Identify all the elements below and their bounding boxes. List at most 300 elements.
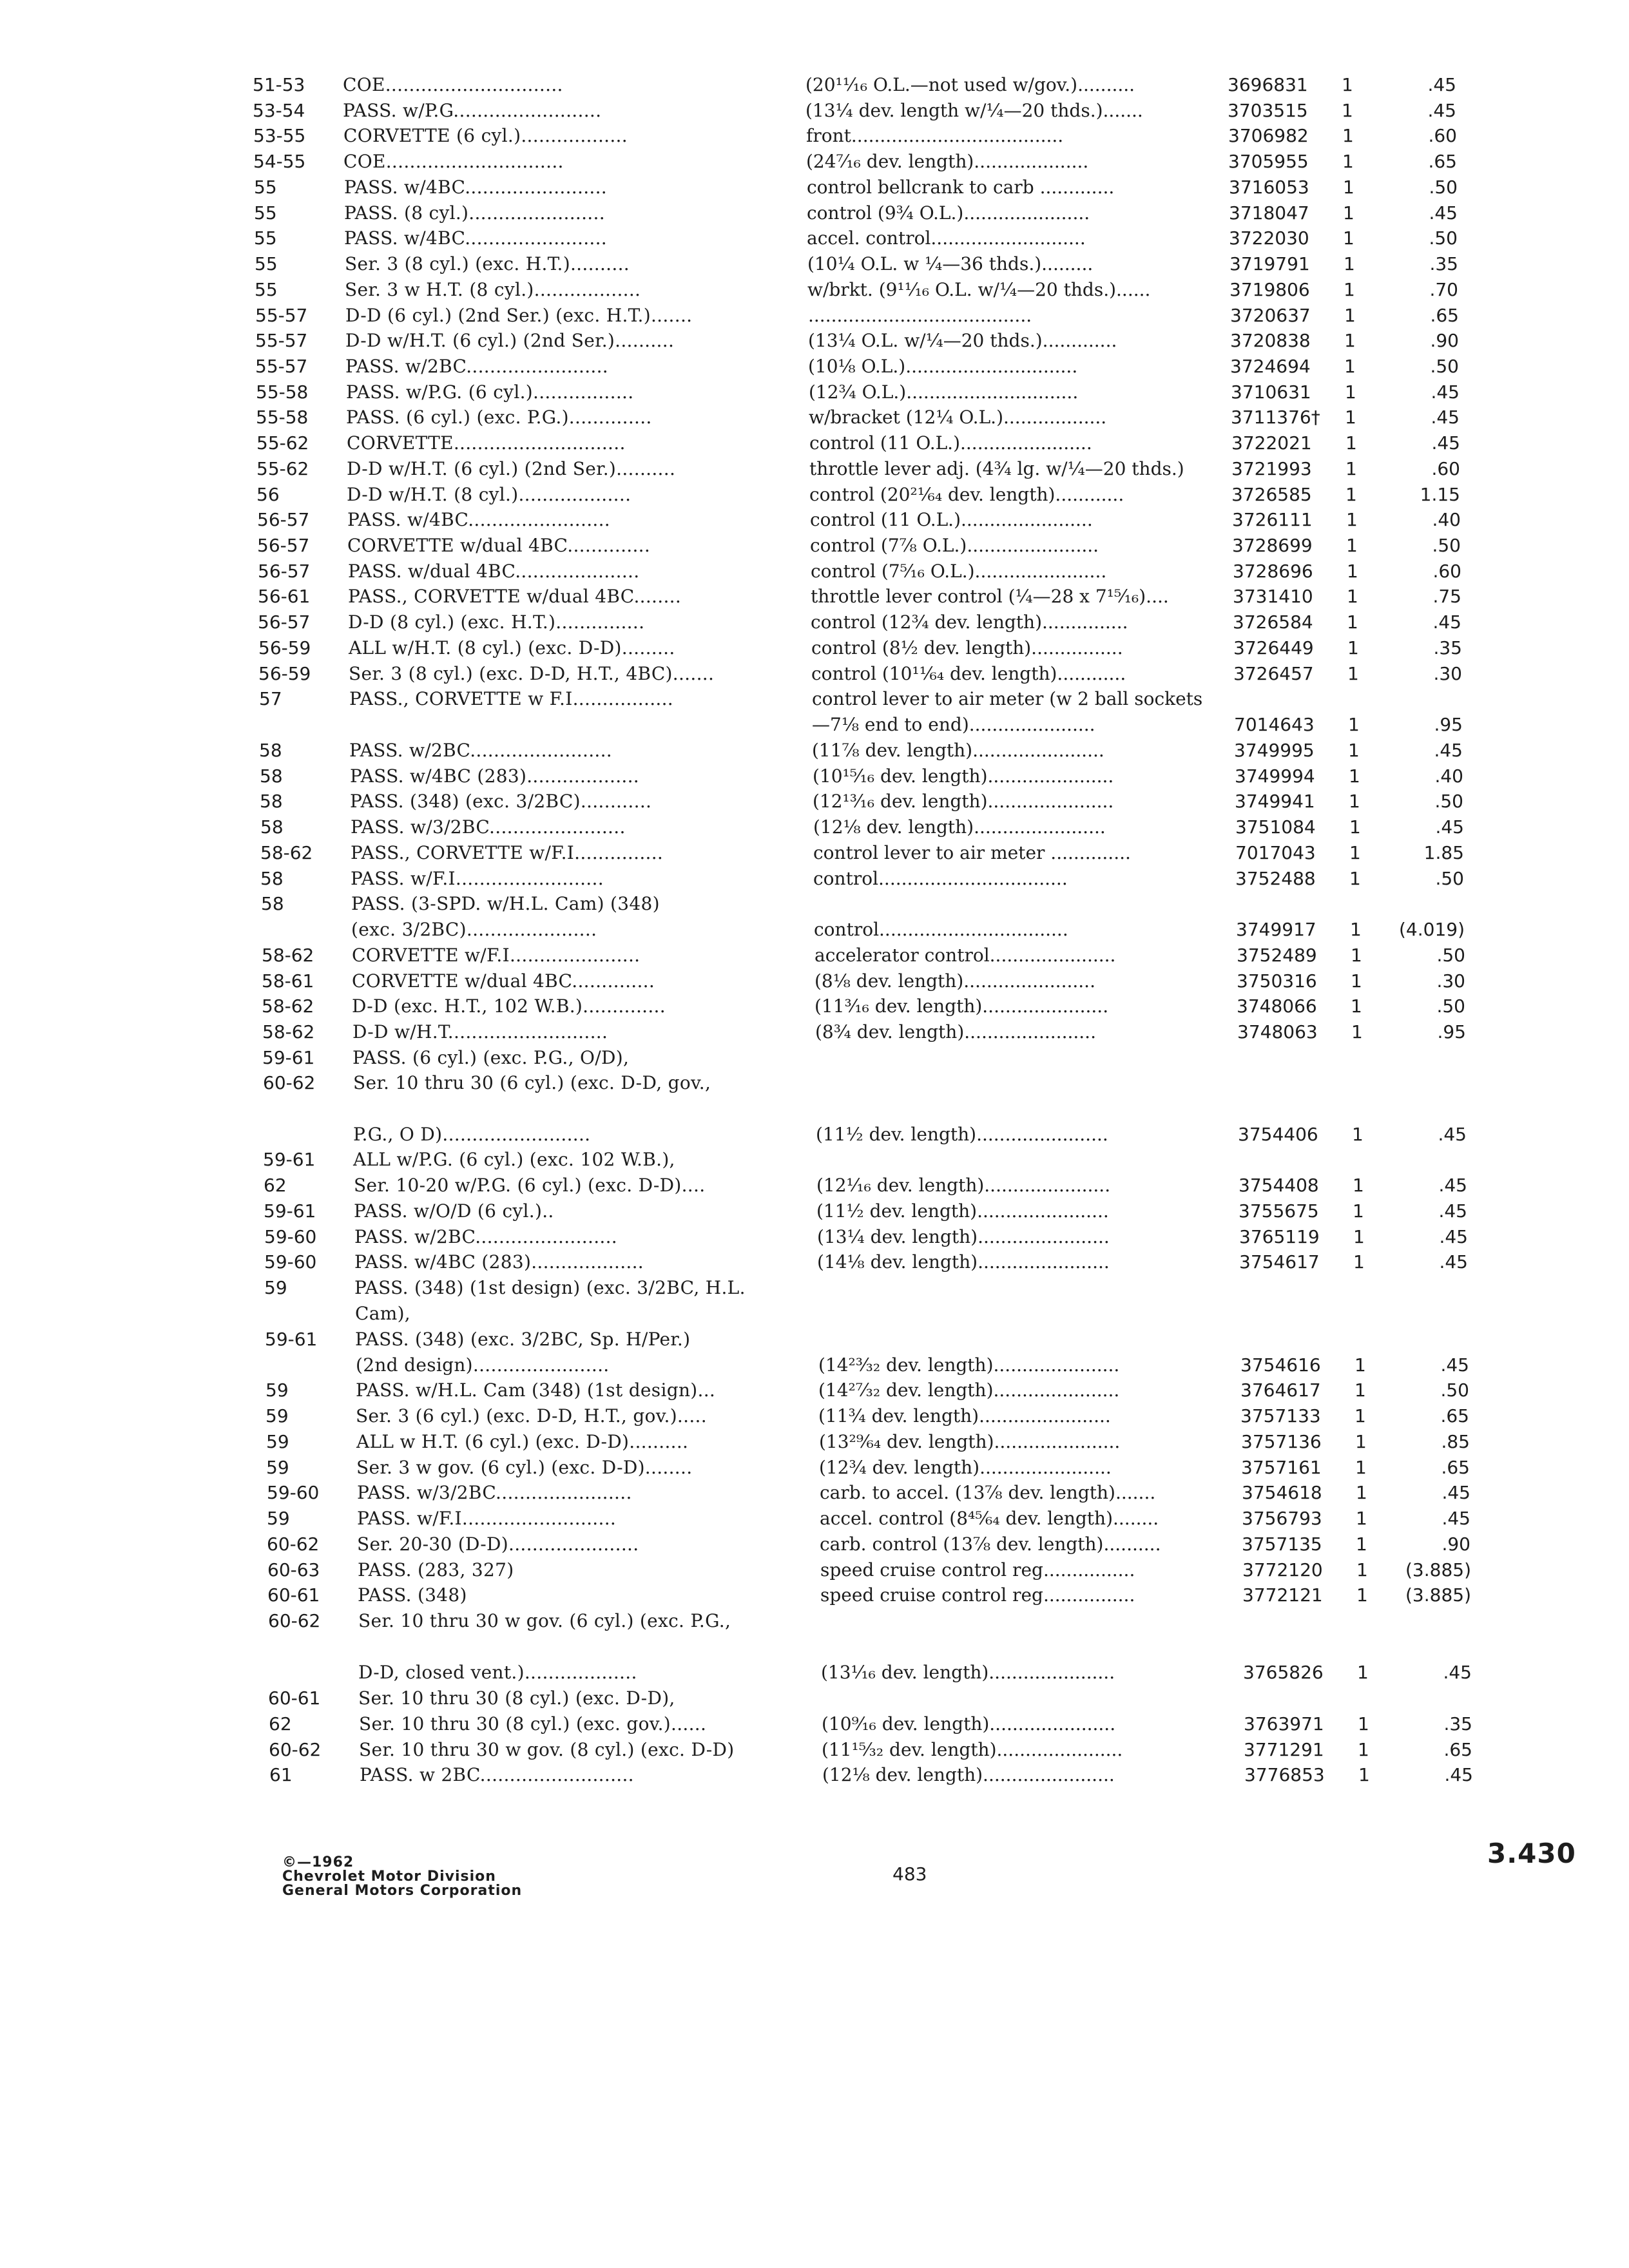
model-description: PASS. w/4BC........................ [344, 227, 608, 249]
part-number: 3772121 [1242, 1584, 1323, 1606]
model-year: 55 [255, 279, 278, 300]
model-description: COE.............................. [343, 74, 563, 95]
model-description: D-D w/H.T........................... [352, 1021, 608, 1043]
part-number: 3757136 [1241, 1431, 1322, 1452]
model-description: D-D w/H.T. (8 cyl.)................... [347, 484, 631, 505]
table-row [0, 1762, 1629, 1788]
table-row [0, 661, 1629, 687]
model-year: 54-55 [253, 151, 306, 172]
price: 1.85 [1423, 842, 1464, 863]
quantity: 1 [1344, 305, 1356, 326]
table-row [0, 277, 1629, 303]
quantity: 1 [1347, 611, 1358, 633]
part-description: (14²³⁄₃₂ dev. length)...................... [818, 1354, 1120, 1376]
model-year: 56-59 [258, 637, 311, 658]
model-year: 55-57 [255, 356, 308, 377]
quantity: 1 [1345, 432, 1357, 454]
table-row [0, 1532, 1629, 1557]
part-number: 3757133 [1240, 1405, 1321, 1427]
model-year: 62 [264, 1175, 287, 1196]
table-row [0, 380, 1629, 405]
model-description: PASS. (348) (exc. 3/2BC)............ [350, 791, 652, 812]
quantity: 1 [1345, 484, 1357, 505]
part-description: control (10¹¹⁄₆₄ dev. length)............ [811, 663, 1126, 684]
part-number: 3756793 [1242, 1508, 1322, 1529]
quantity: 1 [1346, 509, 1358, 530]
price: .45 [1438, 1200, 1467, 1222]
table-row [0, 712, 1629, 738]
price: .65 [1440, 1405, 1469, 1427]
price: .30 [1436, 970, 1465, 992]
model-description: Ser. 20-30 (D-D)...................... [357, 1533, 639, 1555]
part-description: (11¹⁵⁄₃₂ dev. length)...................... [822, 1739, 1123, 1760]
quantity: 1 [1347, 637, 1359, 658]
quantity: 1 [1356, 1559, 1368, 1581]
table-row [0, 1122, 1629, 1148]
quantity: 1 [1353, 1175, 1364, 1196]
model-description: (exc. 3/2BC)...................... [351, 919, 597, 940]
table-row [0, 1608, 1629, 1634]
quantity: 1 [1353, 1200, 1364, 1222]
model-description: Ser. 10 thru 30 (6 cyl.) (exc. D-D, gov., [353, 1072, 711, 1093]
page-number: 483 [892, 1863, 927, 1885]
model-year: 57 [259, 688, 282, 709]
model-description: D-D (exc. H.T., 102 W.B.).............. [352, 995, 666, 1017]
table-row [0, 123, 1629, 149]
model-description: PASS. (6 cyl.) (exc. P.G.).............. [346, 407, 652, 428]
model-description: Ser. 10 thru 30 w gov. (8 cyl.) (exc. D-D) [359, 1739, 735, 1760]
quantity: 1 [1356, 1584, 1368, 1606]
model-year: 55-58 [256, 407, 309, 428]
quantity: 1 [1345, 407, 1356, 428]
quantity: 1 [1358, 1713, 1369, 1735]
table-row [0, 610, 1629, 635]
model-description: CORVETTE w/dual 4BC.............. [352, 970, 655, 992]
part-description: throttle lever control (¼—28 x 7¹⁵⁄₁₆).... [811, 586, 1169, 607]
part-number: 3765826 [1243, 1662, 1324, 1683]
model-year: 58 [260, 765, 283, 787]
price: .45 [1432, 611, 1461, 633]
part-description: (12¹⁄₈ dev. length)....................... [822, 1764, 1115, 1785]
table-row [0, 943, 1629, 968]
model-year: 58 [260, 791, 283, 812]
part-number: 3750316 [1237, 970, 1317, 992]
model-description: PASS. w/3/2BC....................... [351, 816, 626, 838]
model-description: Ser. 3 w gov. (6 cyl.) (exc. D-D)........ [356, 1457, 693, 1478]
part-number: 3754616 [1240, 1354, 1321, 1376]
model-year: 51-53 [253, 74, 305, 95]
model-year: 60-62 [263, 1072, 316, 1093]
model-year: 55-57 [255, 330, 308, 351]
quantity: 1 [1343, 202, 1354, 224]
model-year: 55 [255, 253, 278, 274]
part-description: (11½ dev. length)....................... [816, 1124, 1108, 1145]
table-row [0, 1275, 1629, 1301]
part-number: 3710631 [1231, 381, 1311, 403]
table-row [0, 405, 1629, 430]
part-description: accel. control........................... [807, 227, 1086, 249]
part-description: carb. control (13⅞ dev. length).......... [820, 1533, 1161, 1555]
table-row [0, 1737, 1629, 1763]
model-description: Ser. 10-20 w/P.G. (6 cyl.) (exc. D-D).... [354, 1175, 706, 1196]
model-description: PASS. w/2BC........................ [354, 1226, 618, 1247]
part-description: front..................................... [806, 125, 1064, 146]
part-description: (13¼ O.L. w/¼—20 thds.)............. [808, 330, 1117, 351]
part-number: 3771291 [1244, 1739, 1324, 1760]
model-year: 59 [266, 1457, 289, 1478]
publisher-division: Chevrolet Motor Division [282, 1869, 496, 1885]
part-number: 3721993 [1231, 458, 1312, 479]
quantity: 1 [1342, 151, 1354, 172]
price: .50 [1436, 945, 1465, 966]
part-number: 3749994 [1235, 765, 1315, 787]
quantity: 1 [1342, 74, 1353, 95]
model-year: 59-61 [264, 1200, 316, 1222]
model-description: D-D (6 cyl.) (2nd Ser.) (exc. H.T.)....... [345, 305, 693, 326]
table-row [0, 226, 1629, 251]
model-year: 59 [265, 1379, 289, 1401]
table-row [0, 559, 1629, 584]
catalog-number: 3.430 [1487, 1838, 1576, 1869]
model-year: 59-61 [262, 1047, 315, 1068]
table-row [0, 507, 1629, 533]
part-number: 3728699 [1232, 535, 1313, 556]
part-description: (24⁷⁄₁₆ dev. length).................... [806, 151, 1089, 172]
model-description: PASS., CORVETTE w F.I................. [349, 688, 673, 709]
part-number: 3749995 [1234, 740, 1315, 761]
part-description: (10⁹⁄₁₆ dev. length)...................... [822, 1713, 1116, 1735]
part-description: (10¹⁵⁄₁₆ dev. length)...................... [813, 765, 1114, 787]
price: .50 [1429, 177, 1458, 198]
table-row [0, 1686, 1629, 1711]
table-row [0, 1249, 1629, 1275]
table-row [0, 1173, 1629, 1198]
part-number: 3726449 [1233, 637, 1314, 658]
part-number: 3754617 [1239, 1251, 1320, 1273]
model-year: 59-61 [263, 1149, 316, 1170]
model-year: 59 [266, 1431, 289, 1452]
part-description: (10¼ O.L. w ¼—36 thds.)......... [807, 253, 1094, 274]
model-year: 59-60 [267, 1482, 320, 1503]
model-year: 59-60 [264, 1251, 317, 1273]
quantity: 1 [1351, 1021, 1363, 1043]
model-description: D-D (8 cyl.) (exc. H.T.)............... [348, 611, 645, 633]
price: .45 [1440, 1354, 1469, 1376]
price: .50 [1430, 356, 1459, 377]
price: .45 [1427, 74, 1456, 95]
model-description: PASS. (6 cyl.) (exc. P.G., O/D), [352, 1047, 630, 1068]
model-description: CORVETTE (6 cyl.).................. [343, 125, 628, 146]
price: .40 [1432, 509, 1461, 530]
model-year: 60-62 [268, 1610, 321, 1631]
price: (4.019) [1398, 919, 1465, 940]
quantity: 1 [1355, 1457, 1367, 1478]
table-row [0, 1070, 1629, 1096]
price: .35 [1429, 253, 1458, 274]
model-description: PASS. (348) [358, 1584, 467, 1606]
table-row [0, 1711, 1629, 1737]
part-number: 3754408 [1239, 1175, 1319, 1196]
model-description: PASS., CORVETTE w/F.I............... [351, 842, 664, 863]
price: .50 [1432, 535, 1461, 556]
part-description: control lever to air meter (w 2 ball sockets [812, 688, 1203, 709]
table-row [0, 1557, 1629, 1583]
part-description: control bellcrank to carb ............. [807, 177, 1115, 198]
part-number: 3754406 [1238, 1124, 1318, 1145]
part-number: 3772120 [1242, 1559, 1323, 1581]
part-description: control (20²¹⁄₆₄ dev. length)............ [809, 484, 1124, 505]
part-description: control (7⁵⁄₁₆ O.L.)....................... [811, 561, 1107, 582]
part-number: 3749941 [1235, 791, 1315, 812]
part-number: 3748066 [1237, 995, 1317, 1017]
part-description: (12⅛ dev. length)....................... [813, 816, 1106, 838]
model-year: 60-61 [267, 1584, 320, 1606]
part-description: (11½ dev. length)....................... [816, 1200, 1109, 1222]
model-description: PASS. w/F.I......................... [351, 868, 604, 889]
part-description: ....................................... [808, 305, 1032, 326]
part-description: (12¹³⁄₁₆ dev. length)...................... [813, 791, 1114, 812]
table-row [0, 1224, 1629, 1250]
quantity: 1 [1350, 919, 1362, 940]
publisher-corporation: General Motors Corporation [282, 1883, 523, 1899]
model-year: 58-62 [262, 1021, 315, 1043]
part-number: 3719806 [1229, 279, 1310, 300]
price: .45 [1438, 1175, 1467, 1196]
table-row [0, 1378, 1629, 1403]
part-number: 3749917 [1236, 919, 1316, 940]
price: .45 [1439, 1251, 1468, 1273]
model-year: 60-61 [268, 1687, 321, 1709]
part-description: (8¾ dev. length)....................... [815, 1021, 1096, 1043]
part-number: 3703515 [1228, 100, 1308, 121]
model-year: 55-57 [255, 305, 308, 326]
quantity: 1 [1354, 1379, 1366, 1401]
price: .45 [1443, 1662, 1472, 1683]
quantity: 1 [1347, 561, 1358, 582]
model-year: 58-62 [262, 995, 314, 1017]
table-row [0, 175, 1629, 200]
part-number: 3719791 [1229, 253, 1310, 274]
part-description: control................................. [813, 868, 1068, 889]
model-year: 53-55 [253, 125, 306, 146]
part-number: 3728696 [1233, 561, 1313, 582]
model-description: CORVETTE............................. [347, 432, 626, 454]
model-description: D-D w/H.T. (6 cyl.) (2nd Ser.).......... [347, 458, 676, 479]
model-year: 59 [265, 1405, 289, 1427]
table-row [0, 840, 1629, 866]
model-description: PASS., CORVETTE w/dual 4BC........ [348, 586, 682, 607]
price: .45 [1441, 1508, 1470, 1529]
model-year: 60-62 [267, 1533, 320, 1555]
model-year: 58 [260, 868, 284, 889]
model-year: 55 [254, 202, 277, 224]
table-row [0, 891, 1629, 917]
part-description: control (11 O.L.)....................... [809, 432, 1092, 454]
table-row [0, 1455, 1629, 1481]
price: .65 [1428, 151, 1457, 172]
table-row [0, 1045, 1629, 1071]
model-description: Ser. 10 thru 30 (8 cyl.) (exc. gov.)...... [359, 1713, 707, 1735]
price: .50 [1429, 227, 1458, 249]
table-row [0, 1429, 1629, 1455]
quantity: 1 [1358, 1764, 1370, 1785]
model-year: 56-57 [258, 611, 311, 633]
quantity: 1 [1351, 970, 1362, 992]
model-description: PASS. (8 cyl.)....................... [344, 202, 605, 224]
model-description: ALL w/P.G. (6 cyl.) (exc. 102 W.B.), [353, 1149, 675, 1170]
price: .50 [1436, 995, 1465, 1017]
price: .60 [1431, 458, 1460, 479]
price: .35 [1443, 1713, 1472, 1735]
part-number: 3754618 [1242, 1482, 1322, 1503]
price: .50 [1434, 791, 1463, 812]
model-year: 61 [269, 1764, 293, 1785]
table-row [0, 98, 1629, 124]
table-row [0, 533, 1629, 559]
part-number: 7017043 [1235, 842, 1316, 863]
model-description: PASS. w/3/2BC....................... [357, 1482, 632, 1503]
model-year: 58 [261, 893, 284, 914]
price: (3.885) [1405, 1559, 1471, 1581]
model-year: 60-62 [269, 1739, 322, 1760]
table-row [0, 303, 1629, 329]
price: .45 [1431, 381, 1460, 403]
table-row [0, 1403, 1629, 1429]
model-description: ALL w/H.T. (8 cyl.) (exc. D-D)......... [349, 637, 675, 658]
model-description: PASS. (348) (exc. 3/2BC, Sp. H/Per.) [355, 1329, 691, 1350]
model-year: 58-62 [262, 945, 314, 966]
table-row [0, 1327, 1629, 1352]
table-row [0, 456, 1629, 482]
table-row [0, 1301, 1629, 1327]
part-description: (12¾ O.L.).............................. [809, 381, 1079, 403]
model-description: D-D w/H.T. (6 cyl.) (2nd Ser.).......... [345, 330, 675, 351]
quantity: 1 [1344, 356, 1356, 377]
quantity: 1 [1342, 100, 1353, 121]
price: .45 [1441, 1482, 1470, 1503]
part-description: throttle lever adj. (4¾ lg. w/¼—20 thds.) [809, 458, 1184, 479]
price: .60 [1428, 125, 1457, 146]
model-description: Ser. 10 thru 30 w gov. (6 cyl.) (exc. P.G., [358, 1610, 731, 1631]
part-description: speed cruise control reg................ [820, 1559, 1135, 1581]
model-year: 56-61 [258, 586, 311, 607]
table-row [0, 149, 1629, 175]
quantity: 1 [1358, 1739, 1369, 1760]
price: .65 [1441, 1457, 1470, 1478]
quantity: 1 [1347, 586, 1358, 607]
part-number: 3720637 [1230, 305, 1311, 326]
copyright-block [282, 1856, 522, 1898]
table-row [0, 251, 1629, 277]
part-number: 3763971 [1244, 1713, 1324, 1735]
part-number: 7014643 [1234, 714, 1315, 735]
model-description: PASS. w/F.I.......................... [357, 1508, 617, 1529]
part-number: 3706982 [1228, 125, 1309, 146]
part-description: control................................. [814, 919, 1068, 940]
table-row [0, 328, 1629, 354]
part-description: control (9¾ O.L.)...................... [807, 202, 1090, 224]
quantity: 1 [1344, 279, 1355, 300]
part-number: 3755675 [1239, 1200, 1319, 1222]
table-row [0, 814, 1629, 840]
quantity: 1 [1344, 253, 1355, 274]
model-year: 56 [256, 484, 280, 505]
model-year: 58-61 [262, 970, 314, 992]
price: .65 [1443, 1739, 1472, 1760]
price: .65 [1430, 305, 1459, 326]
model-description: PASS. (348) (1st design) (exc. 3/2BC, H.L. [354, 1277, 746, 1298]
model-year: 55-62 [256, 432, 309, 454]
model-description: PASS. w/4BC (283)................... [354, 1251, 644, 1273]
part-description: speed cruise control reg................ [820, 1584, 1135, 1606]
table-row [0, 764, 1629, 789]
model-description: PASS. w/P.G......................... [343, 100, 602, 121]
price: .45 [1435, 816, 1464, 838]
part-number: 3726584 [1233, 611, 1313, 633]
part-description: (13²⁹⁄₆₄ dev. length)...................... [819, 1431, 1121, 1452]
price: .45 [1438, 1124, 1467, 1145]
table-row [0, 200, 1629, 226]
price: .45 [1427, 100, 1456, 121]
quantity: 1 [1355, 1431, 1367, 1452]
table-row [0, 482, 1629, 508]
part-number: 3757135 [1242, 1533, 1322, 1555]
quantity: 1 [1346, 535, 1358, 556]
table-row [0, 1506, 1629, 1532]
model-year: 59 [267, 1508, 290, 1529]
quantity: 1 [1349, 816, 1361, 838]
part-description: control (7⅞ O.L.)....................... [810, 535, 1099, 556]
model-year: 58-62 [260, 842, 313, 863]
quantity: 1 [1347, 663, 1359, 684]
part-description: (11³⁄₁₆ dev. length)...................... [815, 995, 1109, 1017]
table-row [0, 686, 1629, 712]
price: .45 [1429, 202, 1458, 224]
model-year: 56-57 [257, 509, 310, 530]
quantity: 1 [1353, 1226, 1365, 1247]
part-number: 3764617 [1240, 1379, 1321, 1401]
part-description: control lever to air meter .............. [813, 842, 1131, 863]
model-year: 55 [254, 177, 277, 198]
part-number: 3751084 [1235, 816, 1316, 838]
model-year: 58 [259, 740, 282, 761]
part-number: 3696831 [1228, 74, 1308, 95]
quantity: 1 [1352, 1124, 1364, 1145]
model-year: 55-58 [256, 381, 309, 403]
model-description: CORVETTE w/F.I...................... [352, 945, 641, 966]
part-description: w/brkt. (9¹¹⁄₁₆ O.L. w/¼—20 thds.)...... [807, 279, 1151, 300]
part-description: (13¼ dev. length)....................... [817, 1226, 1110, 1247]
quantity: 1 [1354, 1354, 1366, 1376]
table-row [0, 866, 1629, 892]
part-description: accel. control (8⁴⁵⁄₆₄ dev. length)........ [820, 1508, 1159, 1529]
part-description: control (8½ dev. length)................ [811, 637, 1123, 658]
model-year: 59-60 [264, 1226, 317, 1247]
part-number: 3757161 [1241, 1457, 1322, 1478]
model-description: PASS. (283, 327) [358, 1559, 514, 1581]
model-description: P.G., O D)......................... [353, 1124, 591, 1145]
model-year: 58 [260, 816, 284, 838]
part-number: 3718047 [1229, 202, 1309, 224]
model-year: 55-62 [256, 458, 309, 479]
price: .95 [1437, 1021, 1466, 1043]
price: .85 [1441, 1431, 1470, 1452]
part-number: 3716053 [1229, 177, 1309, 198]
model-year: 56-57 [258, 561, 311, 582]
part-description: (13¼ dev. length w/¼—20 thds.)....... [805, 100, 1143, 121]
model-year: 53-54 [253, 100, 305, 121]
price: .45 [1431, 432, 1460, 454]
